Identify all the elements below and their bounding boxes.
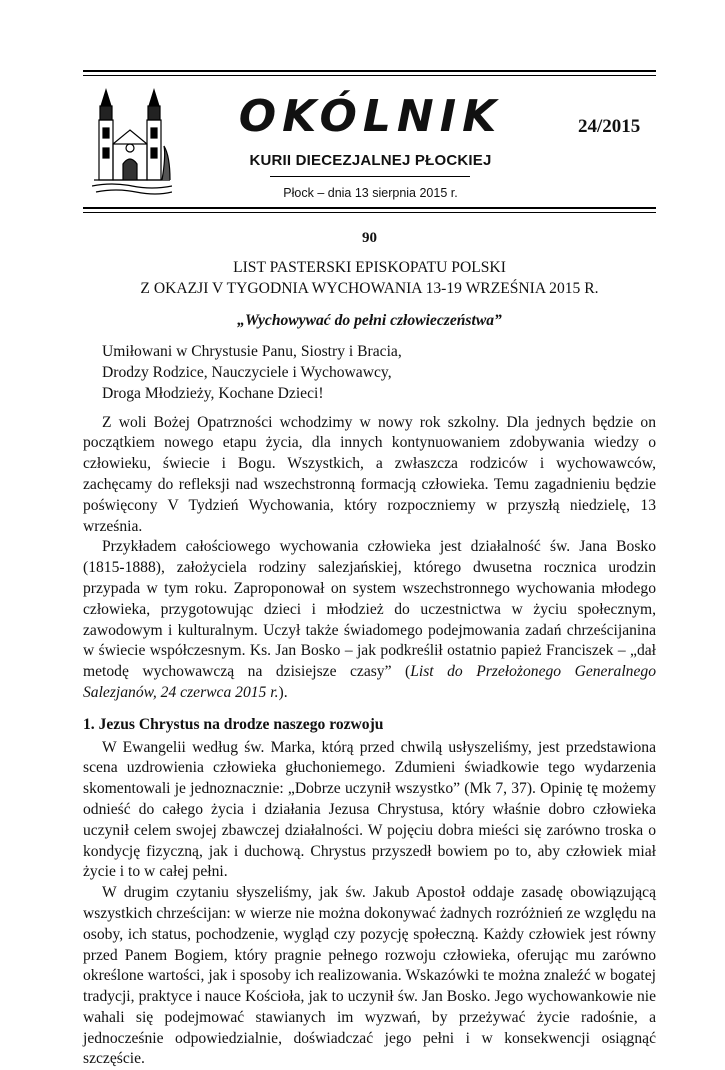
masthead-subtitle: KURII DIECEZJALNEJ PŁOCKIEJ bbox=[249, 152, 492, 169]
church-towers-icon bbox=[92, 86, 172, 198]
document-number: 90 bbox=[362, 230, 377, 246]
paragraph: W drugim czytaniu słyszeliśmy, jak św. Jakub Apostoł oddaje zasadę obowiązującą wszystkich chrześcijan: w wierze nie można dokonywać żadnych rozróżnień ze względu na osoby, ich status, pochodzenie, wygląd czy pozycję społeczną. Każdy człowiek jest równy przed Panem Bogiem, który pragnie pełnego rozwoju człowieka, oferując mu zarówno określone wartości, jak i sposoby ich realizowania. Wskazówki te można znaleźć w bogatej tradycji, praktyce i nauce Kościoła, jak to uczynił św. Jan Bosko. Jego wychowankowie nie wahali się podejmować stawianych im wyzwań, by przeżywać życie radośnie, a jednocześnie odpowiedzialnie, doświadczać jego pełni i w konsekwencji osiągnąć szczęście. bbox=[83, 884, 656, 1068]
document-body bbox=[83, 228, 656, 1070]
masthead-title: OKÓLNIK bbox=[238, 91, 503, 142]
paragraph: Z woli Bożej Opatrzności wchodzimy w nowy rok szkolny. Dla jednych będzie on początkiem nowego etapu życia, dla innych kontynuowaniem zdobywania wiedzy o człowieku, świecie i Bogu. Wszystkich, a zwłaszcza rodziców i wychowawców, zachęcamy do refleksji nad wszechstronną formacją człowieka. Temu zagadnieniu będzie poświęcony V Tydzień Wychowania, który rozpoczniemy w przyszłą niedzielę, 13 września. bbox=[83, 413, 656, 535]
paragraph-text: Przykładem całościowego wychowania człowieka jest działalność św. Jana Bosko (1815-1888), założyciela rodziny salezjańskiej, którego dwusetna rocznica urodzin przypada w tym roku. Zaproponował on system wszechstronnego wychowania młodego człowieka, przygotowując dzieci i młodzież do uczestnictwa w życiu społecznym, zawodowym i kulturalnym. Uczył także świadomego podejmowania zadań chrześcijanina w świecie współczesnym. Ks. Jan Bosko – jak podkreślił ostatnio papież Franciszek – „dał metodę wychowawczą na dzisiejsze czasy” bbox=[83, 538, 656, 681]
issue-number: 24/2015 bbox=[578, 116, 641, 137]
greeting-line: Drodzy Rodzice, Nauczyciele i Wychowawcy, bbox=[102, 363, 392, 381]
masthead-place-date: Płock – dnia 13 sierpnia 2015 r. bbox=[283, 186, 458, 200]
masthead-bottom-rule bbox=[83, 207, 656, 209]
masthead-top-rule bbox=[83, 70, 656, 72]
masthead-divider bbox=[270, 176, 470, 177]
document-title-line1: LIST PASTERSKI EPISKOPATU POLSKI bbox=[233, 258, 506, 276]
paragraph: Przykładem całościowego wychowania człowieka jest działalność św. Jana Bosko (1815-1888), założyciela rodziny salezjańskiej, którego dwusetna rocznica urodzin przypada w tym roku. Zaproponował on system wszechstronnego wychowania młodego człowieka, przygotowując dzieci i młodzież do uczestnictwa w życiu społecznym, zawodowym i kulturalnym. Uczył także świadomego podejmowania zadań chrześcijanina w świecie współczesnym. Ks. Jan Bosko – jak podkreślił ostatnio papież Franciszek – „dał metodę wychowawczą na dzisiejsze czasy” (List do Przełożonego Generalnego Salezjanów, 24 czerwca 2015 r.). bbox=[83, 538, 656, 701]
document-motto: „Wychowywać do pełni człowieczeństwa” bbox=[237, 312, 502, 330]
citation: List do Przełożonego Generalnego Salezjanów, 24 czerwca 2015 r. bbox=[83, 663, 656, 701]
greeting bbox=[102, 342, 656, 404]
document-title-line2: Z OKAZJI V TYGODNIA WYCHOWANIA 13-19 WRZEŚNIA 2015 R. bbox=[140, 279, 599, 297]
greeting-line: Umiłowani w Chrystusie Panu, Siostry i Bracia, bbox=[102, 343, 402, 361]
masthead-top-rule-thin bbox=[83, 75, 656, 76]
paragraph: W Ewangelii według św. Marka, którą przed chwilą usłyszeliśmy, jest przedstawiona scena uzdrowienia człowieka głuchoniemego. Zdumieni świadkowie tego wydarzenia skomentowali je jednoznacznie: „Dobrze uczynił wszystko” (Mk 7, 37). Opinię tę możemy odnieść do całego życia i działania Jezusa Chrystusa, który właśnie dobro człowieka uczynił celem swojej zbawczej działalności. W pojęciu dobra mieści się zarówno troska o kondycję fizyczną, jak i duchową. Chrystus przyszedł bowiem po to, aby człowiek miał życie i to w całej pełni. bbox=[83, 738, 656, 881]
greeting-line: Droga Młodzieży, Kochane Dzieci! bbox=[102, 384, 324, 402]
section-heading: 1. Jezus Chrystus na drodze naszego rozwoju bbox=[83, 715, 384, 733]
masthead-bottom-rule-thin bbox=[83, 212, 656, 213]
